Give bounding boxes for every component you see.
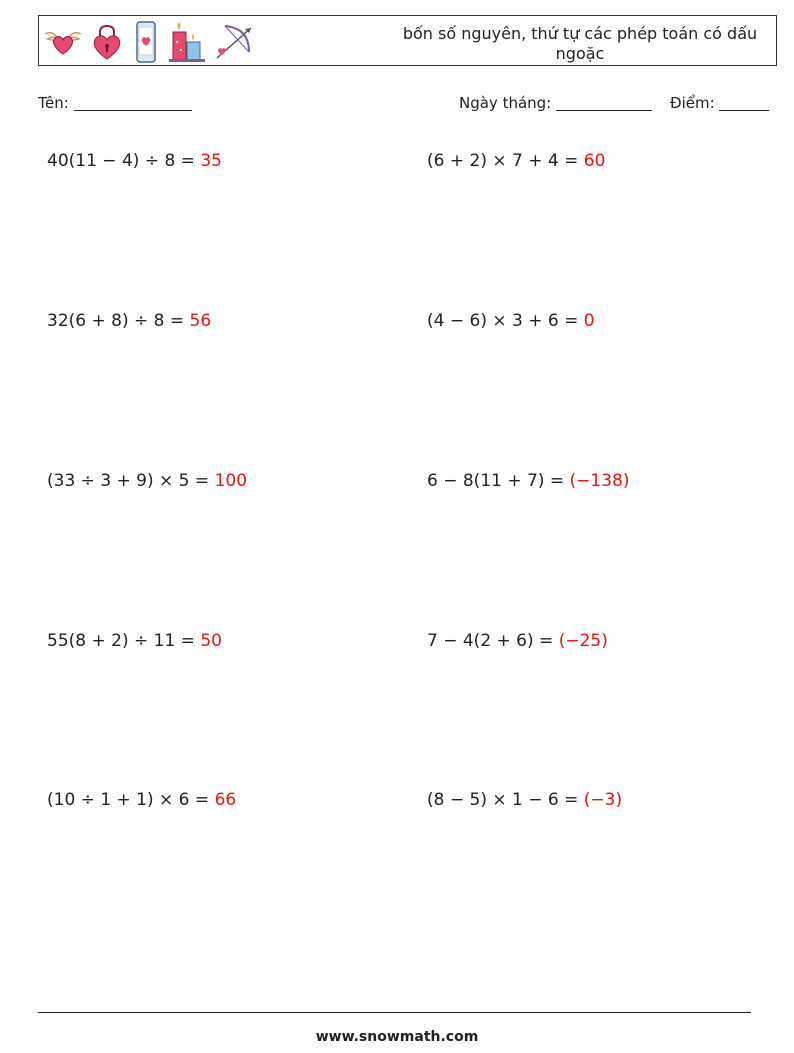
name-field: [38, 94, 192, 112]
problem-answer: (−138): [569, 471, 630, 491]
phone-heart-icon: [131, 20, 161, 64]
problem-1: [47, 151, 222, 171]
problem-expression: (6 + 2) × 7 + 4 =: [427, 151, 579, 171]
problem-answer: 35: [200, 151, 222, 171]
worksheet-title: bốn số nguyên, thứ tự các phép toán có dấu ngoặc: [402, 24, 758, 63]
problem-expression: 40(11 − 4) ÷ 8 =: [47, 151, 195, 171]
date-label: Ngày tháng:: [459, 94, 552, 112]
problem-answer: 0: [583, 311, 595, 331]
winged-heart-icon: [43, 24, 83, 60]
problem-answer: 50: [200, 631, 222, 651]
problem-expression: 6 − 8(11 + 7) =: [427, 471, 565, 491]
problem-expression: 55(8 + 2) ÷ 11 =: [47, 631, 195, 651]
problem-2: [427, 151, 605, 171]
problem-expression: 7 − 4(2 + 6) =: [427, 631, 554, 651]
problem-7: [47, 631, 222, 651]
bow-arrow-icon: [213, 22, 255, 62]
problem-answer: 66: [214, 790, 237, 810]
problem-expression: (4 − 6) × 3 + 6 =: [427, 311, 579, 331]
problem-answer: (−25): [558, 631, 608, 651]
problem-9: [47, 790, 236, 810]
problem-answer: 100: [214, 471, 248, 491]
name-label: Tên:: [38, 94, 69, 112]
problem-10: [427, 790, 622, 810]
problem-expression: 32(6 + 8) ÷ 8 =: [47, 311, 185, 331]
problem-answer: 60: [583, 151, 606, 171]
problem-3: [47, 311, 211, 331]
problem-expression: (8 − 5) × 1 − 6 =: [427, 790, 579, 810]
score-field: [670, 94, 769, 112]
problem-expression: (10 ÷ 1 + 1) × 6 =: [47, 790, 210, 810]
name-blank[interactable]: [74, 94, 192, 111]
score-label: Điểm:: [670, 94, 715, 112]
score-blank[interactable]: [719, 94, 769, 111]
candle-icon: [167, 20, 207, 64]
heart-padlock-icon: [89, 23, 125, 61]
problem-answer: (−3): [583, 790, 623, 810]
problem-answer: 56: [189, 311, 212, 331]
problem-4: [427, 311, 595, 331]
footer-divider: [38, 1012, 751, 1013]
footer-site: www.snowmath.com: [315, 1029, 479, 1045]
problem-5: [47, 471, 247, 491]
problem-expression: (33 ÷ 3 + 9) × 5 =: [47, 471, 210, 491]
problem-8: [427, 631, 608, 651]
worksheet-header: [38, 15, 777, 66]
header-icons: [43, 20, 255, 64]
problem-6: [427, 471, 629, 491]
date-blank[interactable]: [556, 94, 652, 111]
date-field: [459, 94, 652, 112]
